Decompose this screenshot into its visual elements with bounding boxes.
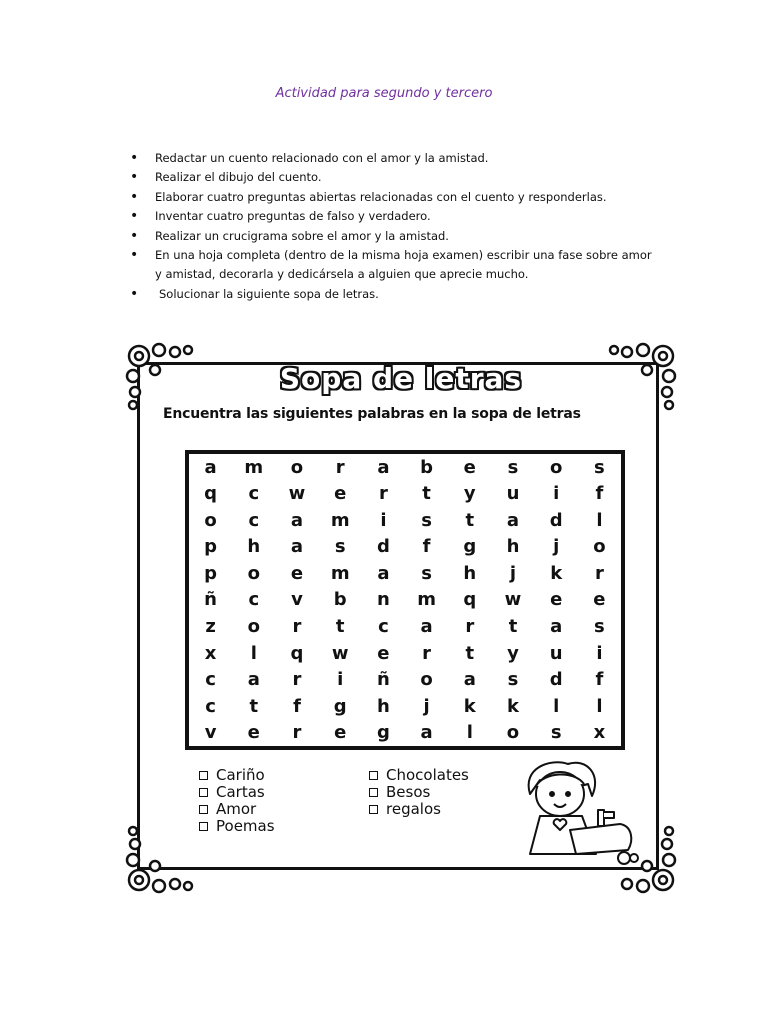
- word-item: [199, 784, 275, 801]
- grid-letter: x: [593, 722, 606, 744]
- grid-letter: q: [204, 483, 218, 505]
- grid-letter: q: [463, 589, 477, 611]
- checkbox-icon: [199, 805, 208, 814]
- grid-letter: m: [330, 562, 350, 584]
- grid-letter: e: [377, 642, 390, 664]
- grid-letter: a: [247, 669, 260, 691]
- grid-letter: s: [594, 456, 605, 478]
- girl-mailbox-illustration: [510, 754, 640, 866]
- grid-letter: l: [466, 722, 473, 744]
- grid-letter: o: [247, 616, 260, 638]
- grid-letter: v: [204, 722, 217, 744]
- task-text-continued: y amistad, decorarla y dedicársela a alguien que aprecie mucho.: [155, 267, 529, 282]
- grid-letter: t: [465, 509, 475, 531]
- grid-letter: o: [204, 509, 217, 531]
- grid-letter: p: [204, 562, 218, 584]
- grid-letter: o: [247, 562, 260, 584]
- checkbox-icon: [369, 805, 378, 814]
- grid-letter: a: [377, 456, 390, 478]
- grid-letter: ñ: [376, 669, 390, 691]
- word-label: Amor: [216, 800, 257, 818]
- grid-letter: l: [596, 509, 603, 531]
- grid-letter: k: [507, 695, 519, 717]
- grid-letter: t: [335, 616, 345, 638]
- flower-border-icon: [125, 824, 195, 894]
- grid-letter: w: [504, 589, 522, 611]
- grid-letter: i: [596, 642, 603, 664]
- grid-letter: m: [330, 509, 350, 531]
- word-label: Chocolates: [386, 766, 469, 784]
- grid-letter: e: [334, 722, 347, 744]
- task-text: En una hoja completa (dentro de la misma hoja examen) escribir una fase sobre amor: [155, 248, 652, 263]
- grid-letter: a: [377, 562, 390, 584]
- grid-letter: l: [596, 695, 603, 717]
- grid-letter: c: [248, 509, 260, 531]
- word-label: Besos: [386, 783, 431, 801]
- grid-letter: r: [292, 616, 302, 638]
- grid-letter: k: [550, 562, 563, 584]
- grid-letter: l: [553, 695, 560, 717]
- grid-letter: s: [550, 722, 562, 744]
- grid-letter: s: [334, 536, 346, 558]
- grid-letter: d: [549, 509, 563, 531]
- grid-letter: d: [549, 669, 563, 691]
- grid-letter: g: [463, 536, 477, 558]
- grid-letter: f: [595, 483, 604, 505]
- grid-letter: c: [248, 589, 260, 611]
- word-item: [199, 767, 275, 784]
- grid-letter: e: [247, 722, 260, 744]
- grid-letter: e: [593, 589, 606, 611]
- grid-letter: a: [290, 509, 304, 531]
- task-list: [128, 149, 668, 304]
- worksheet-title: Sopa de letras: [279, 362, 523, 395]
- grid-letter: r: [292, 669, 302, 691]
- grid-letter: h: [463, 562, 477, 584]
- grid-letter: y: [507, 642, 519, 664]
- word-label: regalos: [386, 800, 441, 818]
- grid-letter: ñ: [204, 589, 217, 611]
- grid-letter: a: [204, 456, 217, 478]
- grid-letter: c: [378, 616, 389, 638]
- grid-letter: s: [421, 562, 432, 584]
- grid-letter: h: [376, 695, 390, 717]
- grid-letter: o: [506, 722, 520, 744]
- grid-letter: a: [420, 722, 433, 744]
- letter-grid: [185, 450, 625, 750]
- grid-letter: c: [205, 669, 216, 691]
- grid-letter: a: [550, 616, 563, 638]
- task-item: • Solucionar la siguiente sopa de letras.: [128, 285, 668, 304]
- word-list-right: [369, 767, 469, 818]
- grid-letter: a: [290, 536, 304, 558]
- grid-letter: a: [420, 616, 433, 638]
- grid-letter: t: [422, 483, 431, 505]
- grid-letter: r: [465, 616, 475, 638]
- grid-letter: m: [244, 456, 264, 478]
- grid-letter: t: [508, 616, 518, 638]
- grid-letter: f: [595, 669, 604, 691]
- grid-letter: i: [337, 669, 344, 691]
- task-item: • Realizar un crucigrama sobre el amor y la amistad.: [128, 227, 668, 246]
- grid-letter: r: [422, 642, 432, 664]
- checkbox-icon: [199, 788, 208, 797]
- grid-letter: d: [376, 536, 390, 558]
- word-label: Cariño: [216, 766, 265, 784]
- grid-letter: o: [550, 456, 563, 478]
- grid-letter: w: [331, 642, 349, 664]
- grid-letter: l: [250, 642, 257, 664]
- activity-title: Actividad para segundo y tercero: [275, 86, 493, 101]
- grid-letter: a: [463, 669, 476, 691]
- grid-letter: f: [422, 536, 431, 558]
- word-list-left: [199, 767, 275, 835]
- grid-letter: b: [333, 589, 347, 611]
- word-label: Cartas: [216, 783, 265, 801]
- grid-letter: b: [420, 456, 434, 478]
- grid-letter: u: [549, 642, 563, 664]
- grid-letter: s: [594, 616, 605, 638]
- grid-letter: y: [463, 483, 476, 505]
- grid-letter: r: [292, 722, 302, 744]
- grid-letter: s: [421, 509, 432, 531]
- grid-letter: e: [290, 562, 304, 584]
- grid-letter: x: [204, 642, 217, 664]
- grid-letter: o: [593, 536, 606, 558]
- task-item: • Elaborar cuatro preguntas abiertas relacionadas con el cuento y responderlas.: [128, 188, 668, 207]
- checkbox-icon: [369, 788, 378, 797]
- grid-letter: v: [291, 589, 303, 611]
- word-item: [369, 767, 469, 784]
- grid-letter: r: [594, 562, 604, 584]
- grid-letter: j: [553, 536, 560, 558]
- task-item: • Redactar un cuento relacionado con el amor y la amistad.: [128, 149, 668, 168]
- grid-letter: g: [376, 722, 390, 744]
- task-item: • Inventar cuatro preguntas de falso y verdadero.: [128, 207, 668, 226]
- grid-letter: c: [205, 695, 216, 717]
- grid-letter: k: [463, 695, 476, 717]
- grid-letter: m: [417, 589, 436, 611]
- grid-letter: j: [509, 562, 517, 584]
- grid-letter: o: [290, 456, 304, 478]
- grid-letter: r: [335, 456, 345, 478]
- grid-letter: w: [288, 483, 306, 505]
- grid-letter: i: [553, 483, 560, 505]
- word-item: [199, 818, 275, 835]
- grid-letter: j: [423, 695, 430, 717]
- grid-letter: i: [380, 509, 387, 531]
- grid-letter: f: [293, 695, 301, 717]
- worksheet-instruction: Encuentra las siguientes palabras en la sopa de letras: [163, 406, 581, 422]
- task-item: • Realizar el dibujo del cuento.: [128, 168, 668, 187]
- grid-letter: h: [247, 536, 261, 558]
- grid-letter: z: [205, 616, 216, 638]
- grid-letter: c: [248, 483, 260, 505]
- word-item: [369, 784, 469, 801]
- task-item: [128, 246, 668, 285]
- checkbox-icon: [199, 822, 208, 831]
- checkbox-icon: [199, 771, 208, 780]
- word-label: Poemas: [216, 817, 275, 835]
- grid-letter: p: [204, 536, 218, 558]
- word-item: [199, 801, 275, 818]
- grid-letter: g: [333, 695, 347, 717]
- grid-letter: s: [507, 669, 519, 691]
- word-search-worksheet: [125, 342, 677, 894]
- grid-letter: t: [249, 695, 259, 717]
- grid-letter: q: [290, 642, 304, 664]
- grid-letter: u: [506, 483, 520, 505]
- grid-letter: o: [420, 669, 433, 691]
- grid-letter: h: [506, 536, 520, 558]
- grid-letter: e: [550, 589, 563, 611]
- grid-letter: a: [506, 509, 520, 531]
- grid-letter: s: [507, 456, 519, 478]
- grid-letter: e: [334, 483, 347, 505]
- word-item: [369, 801, 469, 818]
- grid-letter: n: [376, 589, 390, 611]
- grid-letter: e: [463, 456, 476, 478]
- grid-letter: r: [378, 483, 388, 505]
- checkbox-icon: [369, 771, 378, 780]
- grid-letter: t: [465, 642, 475, 664]
